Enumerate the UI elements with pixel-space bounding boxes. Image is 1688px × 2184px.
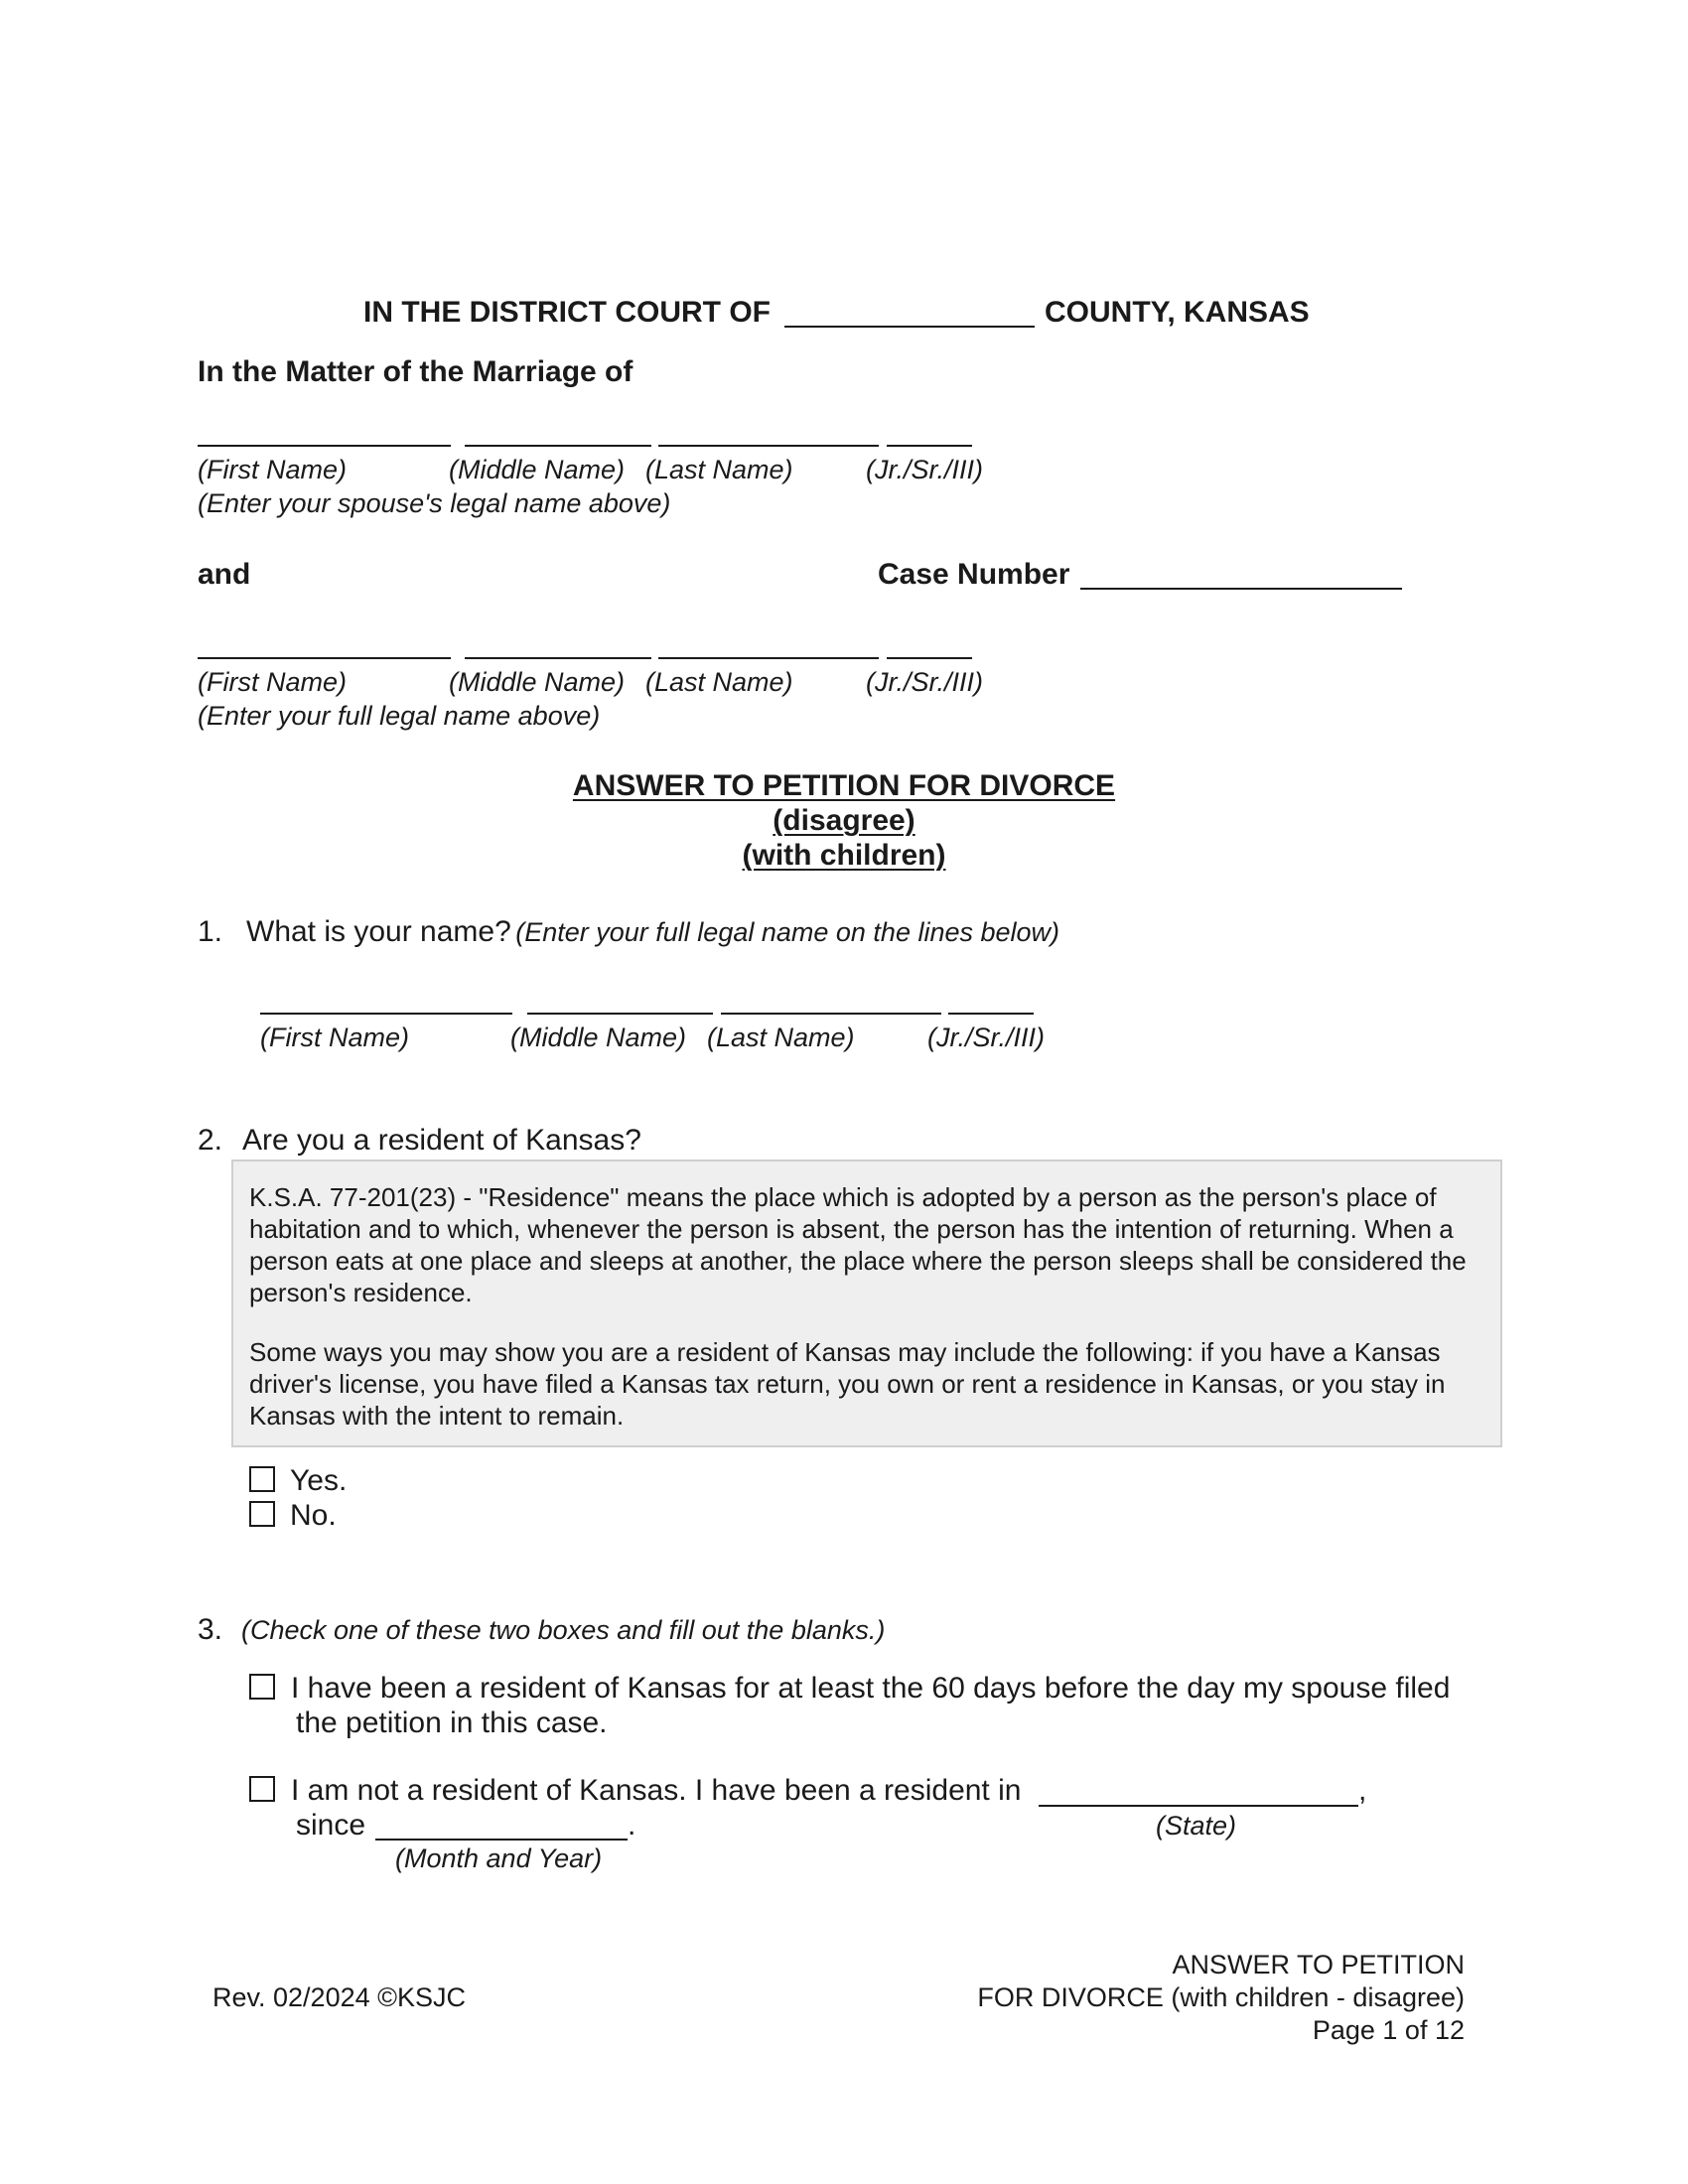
spouse-suffix-blank[interactable] xyxy=(887,445,972,447)
spouse-name-hint: (Enter your spouse's legal name above) xyxy=(198,488,671,518)
self-middle-name-blank[interactable] xyxy=(465,657,651,659)
footer-revision: Rev. 02/2024 ©KSJC xyxy=(212,1982,467,2012)
q1-last-name-blank[interactable] xyxy=(721,1013,941,1015)
q1-last-label: (Last Name) xyxy=(707,1023,855,1052)
q1-suffix-blank[interactable] xyxy=(948,1013,1034,1015)
no-label: No. xyxy=(290,1499,337,1532)
option2-period: . xyxy=(628,1809,636,1842)
q1-middle-label: (Middle Name) xyxy=(510,1023,687,1052)
residence-info-box xyxy=(231,1160,1502,1447)
footer-form-name-line2: FOR DIVORCE (with children - disagree) xyxy=(977,1982,1465,2012)
residence-examples: Some ways you may show you are a resident of Kansas may include the following: if you have a Kansas driver's license, you have filed a Kansas tax return, you own or rent a residence in Kansas, or you stay in Kansas with the intent to remain. xyxy=(249,1337,1446,1431)
title-with-children: (with children) xyxy=(742,839,946,872)
state-blank[interactable] xyxy=(1039,1805,1358,1807)
q3-instruction: (Check one of these two boxes and fill out the blanks.) xyxy=(241,1615,886,1645)
footer-page-number: Page 1 of 12 xyxy=(1312,2015,1465,2045)
self-suffix-label: (Jr./Sr./III) xyxy=(866,667,983,697)
county-blank[interactable] xyxy=(784,326,1035,328)
spouse-first-name-blank[interactable] xyxy=(198,445,451,447)
q1-number: 1. xyxy=(198,915,223,948)
q1-text xyxy=(246,915,1059,949)
spouse-last-name-blank[interactable] xyxy=(658,445,879,447)
q2-question: Are you a resident of Kansas? xyxy=(242,1124,641,1157)
yes-label: Yes. xyxy=(290,1464,348,1497)
footer-form-name-line1: ANSWER TO PETITION xyxy=(1172,1950,1465,1979)
spouse-middle-name-blank[interactable] xyxy=(465,445,651,447)
self-last-label: (Last Name) xyxy=(645,667,793,697)
matter-heading: In the Matter of the Marriage of xyxy=(198,355,633,388)
month-year-blank[interactable] xyxy=(375,1839,628,1841)
option2-since: since xyxy=(296,1809,366,1842)
q1-first-label: (First Name) xyxy=(260,1023,409,1052)
residence-definition: K.S.A. 77-201(23) - "Residence" means the place which is adopted by a person as the person's place of habitation and to which, whenever the person is absent, the person has the intention of returning. When a person eats at one place and sleeps at another, the place where the person sleeps shall be considered the person's residence. xyxy=(249,1182,1467,1307)
self-last-name-blank[interactable] xyxy=(658,657,879,659)
self-first-name-blank[interactable] xyxy=(198,657,451,659)
document-title: ANSWER TO PETITION FOR DIVORCE xyxy=(572,769,1116,802)
q1-first-name-blank[interactable] xyxy=(260,1013,512,1015)
q2-number: 2. xyxy=(198,1124,223,1157)
self-first-label: (First Name) xyxy=(198,667,347,697)
court-header-left: IN THE DISTRICT COURT OF xyxy=(363,296,771,329)
self-middle-label: (Middle Name) xyxy=(449,667,626,697)
option1-line2: the petition in this case. xyxy=(296,1706,608,1739)
option2-line1: I am not a resident of Kansas. I have been a resident in xyxy=(291,1774,1022,1807)
spouse-last-label: (Last Name) xyxy=(645,455,793,484)
case-number-label: Case Number xyxy=(878,558,1070,591)
title-disagree: (disagree) xyxy=(773,804,915,837)
spouse-middle-label: (Middle Name) xyxy=(449,455,626,484)
yes-checkbox[interactable] xyxy=(249,1466,275,1492)
spouse-first-label: (First Name) xyxy=(198,455,347,484)
case-number-blank[interactable] xyxy=(1080,588,1402,590)
state-label: (State) xyxy=(1156,1811,1237,1841)
q1-suffix-label: (Jr./Sr./III) xyxy=(927,1023,1045,1052)
court-header-right: COUNTY, KANSAS xyxy=(1045,296,1310,329)
self-name-hint: (Enter your full legal name above) xyxy=(198,701,601,731)
option2-comma: , xyxy=(1358,1774,1367,1807)
resident-60-days-checkbox[interactable] xyxy=(249,1674,275,1700)
q1-instruction: (Enter your full legal name on the lines below) xyxy=(515,917,1060,947)
and-label: and xyxy=(198,558,251,591)
month-year-label: (Month and Year) xyxy=(395,1843,603,1873)
self-suffix-blank[interactable] xyxy=(887,657,972,659)
q1-middle-name-blank[interactable] xyxy=(527,1013,713,1015)
q1-question: What is your name? xyxy=(246,915,511,948)
option1-line1: I have been a resident of Kansas for at least the 60 days before the day my spouse filed xyxy=(291,1672,1451,1705)
not-resident-checkbox[interactable] xyxy=(249,1776,275,1802)
q3-number: 3. xyxy=(198,1613,223,1646)
spouse-suffix-label: (Jr./Sr./III) xyxy=(866,455,983,484)
no-checkbox[interactable] xyxy=(249,1501,275,1527)
